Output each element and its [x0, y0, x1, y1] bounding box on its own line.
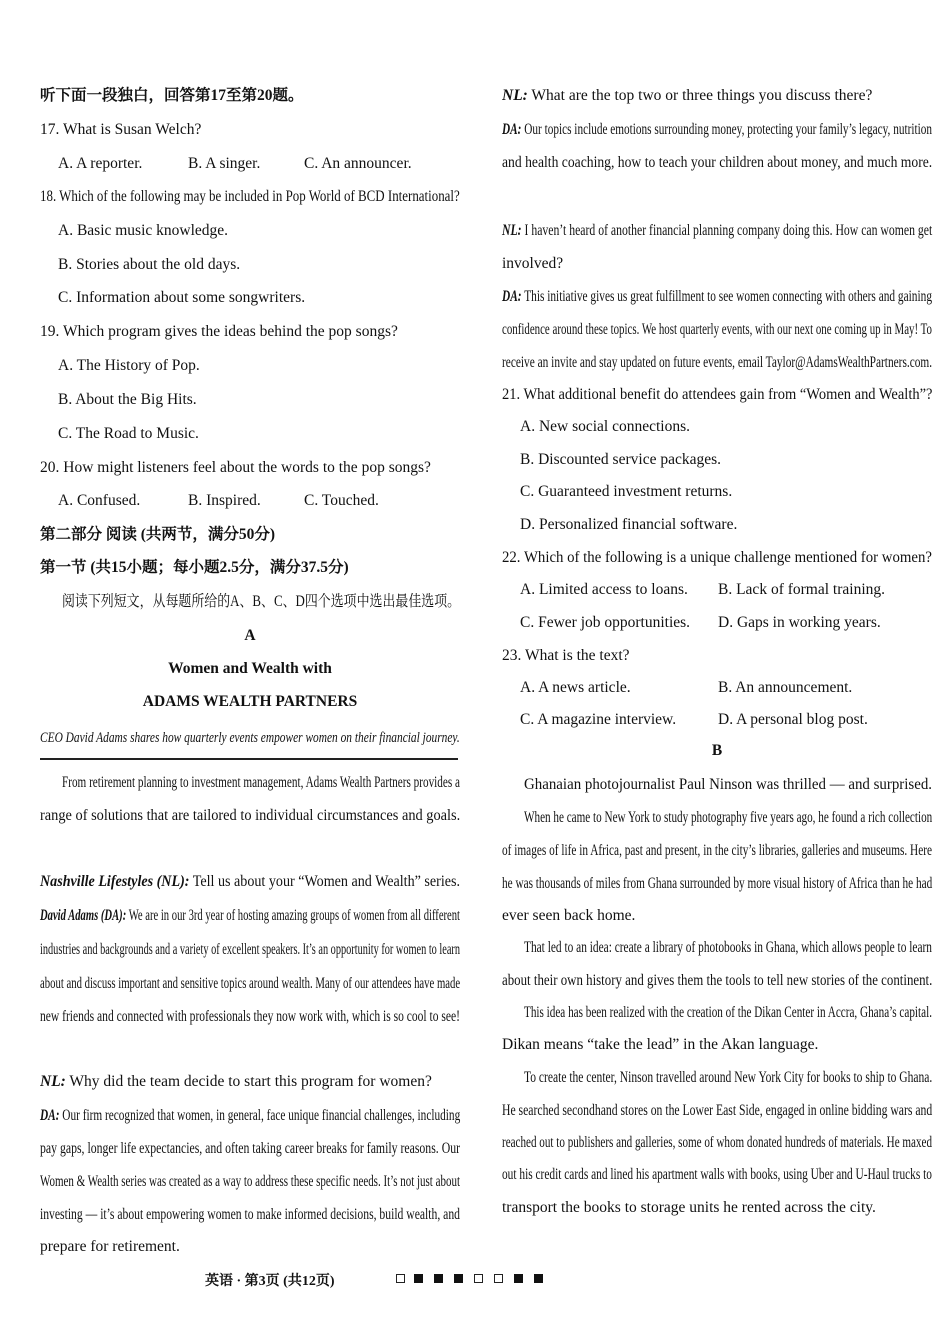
intro-line: From retirement planning to investment management, Adams Wealth Partners provides a [62, 774, 460, 791]
option: B. Stories about the old days. [58, 256, 241, 273]
question-21-stem: 21. What additional benefit do attendees gain from “Women and Wealth”? [502, 386, 933, 403]
paragraph-line: Dikan means “take the lead” in the Akan language. [502, 1036, 819, 1053]
passage-a-title: ADAMS WEALTH PARTNERS [142, 693, 358, 710]
option: B. Lack of formal training. [718, 581, 886, 598]
option: C. Guaranteed investment returns. [520, 483, 733, 500]
answer-text: Our firm recognized that women, in general, face unique financial challenges, including [59, 1107, 461, 1124]
paragraph-line: transport the books to storage units he rented across the city. [502, 1199, 876, 1216]
option: C. Touched. [304, 492, 379, 509]
question-20-stem: 20. How might listeners feel about the words to the pop songs? [40, 459, 431, 476]
interview-question [502, 86, 932, 106]
question-23-options [520, 678, 932, 698]
question-17-stem: 17. What is Susan Welch? [40, 121, 202, 138]
speaker-label: David Adams (DA): [40, 907, 127, 924]
paragraph-line: He searched secondhand stores on the Lower East Side, engaged in online bidding wars and [502, 1102, 933, 1119]
answer-text: Our topics include emotions surrounding money, protecting your family’s legacy, nutrition [521, 121, 932, 138]
option: A. The History of Pop. [58, 357, 200, 374]
interview-question [40, 1072, 460, 1092]
option: D. Personalized financial software. [520, 516, 738, 533]
option: B. Inspired. [188, 492, 261, 509]
speaker-label: DA: [502, 288, 522, 305]
passage-b-label: B [711, 742, 723, 759]
paragraph-line: out his credit cards and lined his apartment walls with books, using Uber and U-Haul trucks to [502, 1166, 932, 1183]
paragraph-line: Ghanaian photojournalist Paul Ninson was thrilled — and surprised. [524, 776, 933, 793]
option: A. Limited access to loans. [520, 581, 688, 598]
section1-heading: 第一节 (共15小题；每小题2.5分，满分37.5分) [40, 559, 349, 576]
reading-instruction: 阅读下列短文，从每题所给的A、B、C、D四个选项中选出最佳选项。 [62, 593, 461, 610]
option: A. Basic music knowledge. [58, 222, 229, 239]
scan-marker [474, 1274, 483, 1283]
option: C. An announcer. [304, 155, 412, 172]
scan-marker [434, 1274, 443, 1283]
paragraph-line: To create the center, Ninson travelled around New York City for books to ship to Ghana. [524, 1069, 933, 1086]
question-22-options [520, 613, 932, 633]
answer-line: about and discuss important and sensitive topics around wealth. Many of our attendees have made [40, 975, 461, 992]
question-text: What are the top two or three things you discuss there? [527, 87, 873, 104]
answer-line: new friends and connected with professionals they now work with, which is so cool to see! [40, 1008, 460, 1025]
answer-line: prepare for retirement. [40, 1238, 180, 1255]
paragraph-line: When he came to New York to study photography five years ago, he found a rich collection [524, 809, 933, 826]
scan-marker [494, 1274, 503, 1283]
paragraph-line: of images of life in Africa, past and present, in the city’s libraries, galleries and museums. Here [502, 842, 932, 859]
paragraph-line: he was thousands of miles from Ghana surrounded by more visual history of Africa than he had [502, 875, 933, 892]
speaker-label: NL: [502, 222, 522, 239]
answer-line: and health coaching, how to teach your children about money, and much more. [502, 154, 933, 171]
answer-line: receive an invite and stay updated on future events, email Taylor@AdamsWealthPartners.com. [502, 354, 933, 371]
answer-text: This initiative gives us great fulfillment to see women connecting with others and gaining [521, 288, 932, 305]
option: A. A reporter. [58, 155, 143, 172]
answer-line: pay gaps, longer life expectancies, and often taking career breaks for family reasons. Our [40, 1140, 460, 1157]
question-text: Why did the team decide to start this program for women? [65, 1073, 432, 1090]
page-footer [0, 1268, 950, 1292]
question-19-stem: 19. Which program gives the ideas behind the pop songs? [40, 323, 398, 340]
intro-line: range of solutions that are tailored to individual circumstances and goals. [40, 807, 461, 824]
speaker-label: Nashville Lifestyles (NL): [40, 873, 190, 890]
part2-heading: 第二部分 阅读 (共两节，满分50分) [40, 526, 276, 543]
option: A. Confused. [58, 492, 141, 509]
option: A. A news article. [520, 679, 631, 696]
answer-line: investing — it’s about empowering women to make informed decisions, build wealth, and [40, 1206, 460, 1223]
scan-marker [514, 1274, 523, 1283]
option: D. A personal blog post. [718, 711, 868, 728]
passage-a-label: A [244, 627, 256, 644]
interview-answer [502, 120, 932, 140]
speaker-label: NL: [502, 87, 528, 104]
answer-line: confidence around these topics. We host quarterly events, with our next one coming up in May! To [502, 321, 932, 338]
option: C. A magazine interview. [520, 711, 677, 728]
question-22-stem: 22. Which of the following is a unique challenge mentioned for women? [502, 549, 932, 566]
paragraph-line: This idea has been realized with the creation of the Dikan Center in Accra, Ghana’s capital. [524, 1004, 932, 1021]
title-divider [40, 758, 458, 760]
scan-marker [414, 1274, 423, 1283]
interview-answer [40, 1106, 460, 1126]
paragraph-line: reached out to publishers and galleries, some of whom donated hundreds of materials. He maxed [502, 1134, 933, 1151]
question-text: I haven’t heard of another financial planning company doing this. How can women get [521, 222, 933, 239]
speaker-label: NL: [40, 1073, 66, 1090]
option: B. A singer. [188, 155, 261, 172]
option: B. Discounted service packages. [520, 451, 722, 468]
paragraph-line: ever seen back home. [502, 907, 636, 924]
question-23-options [520, 710, 932, 730]
question-22-options [520, 580, 932, 600]
answer-text: We are in our 3rd year of hosting amazing groups of women from all different [126, 907, 461, 924]
question-20-options [58, 491, 460, 511]
question-line: involved? [502, 255, 564, 272]
interview-question [40, 872, 460, 892]
question-17-options [58, 154, 460, 174]
option: C. Fewer job opportunities. [520, 614, 691, 631]
speaker-label: DA: [502, 121, 522, 138]
paragraph-line: That led to an idea: create a library of photobooks in Ghana, which allows people to learn [524, 939, 932, 956]
option: A. New social connections. [520, 418, 691, 435]
question-text: Tell us about your “Women and Wealth” series. [189, 873, 461, 890]
interview-answer [502, 287, 932, 307]
question-23-stem: 23. What is the text? [502, 647, 630, 664]
scan-marker [454, 1274, 463, 1283]
paragraph-line: about their own history and gives them the tools to tell new stories of the continent. [502, 972, 933, 989]
passage-a-title: Women and Wealth with [168, 660, 332, 677]
answer-line: industries and backgrounds and a variety of excellent speakers. It’s an opportunity for women to learn [40, 941, 460, 958]
page-number: 英语 · 第3页 (共12页) [205, 1274, 335, 1289]
option: D. Gaps in working years. [718, 614, 881, 631]
passage-a-subtitle: CEO David Adams shares how quarterly events empower women on their financial journey. [40, 730, 460, 746]
option: C. The Road to Music. [58, 425, 199, 442]
listening-intro: 听下面一段独白，回答第17至第20题。 [40, 87, 304, 104]
scan-marker [534, 1274, 543, 1283]
interview-answer [40, 906, 460, 926]
option: B. An announcement. [718, 679, 853, 696]
scan-marker [396, 1274, 405, 1283]
answer-line: Women & Wealth series was created as a way to address these specific needs. It’s not just about [40, 1173, 460, 1190]
option: B. About the Big Hits. [58, 391, 197, 408]
interview-question [502, 221, 932, 241]
option: C. Information about some songwriters. [58, 289, 306, 306]
question-18-stem: 18. Which of the following may be included in Pop World of BCD International? [40, 188, 460, 205]
speaker-label: DA: [40, 1107, 60, 1124]
